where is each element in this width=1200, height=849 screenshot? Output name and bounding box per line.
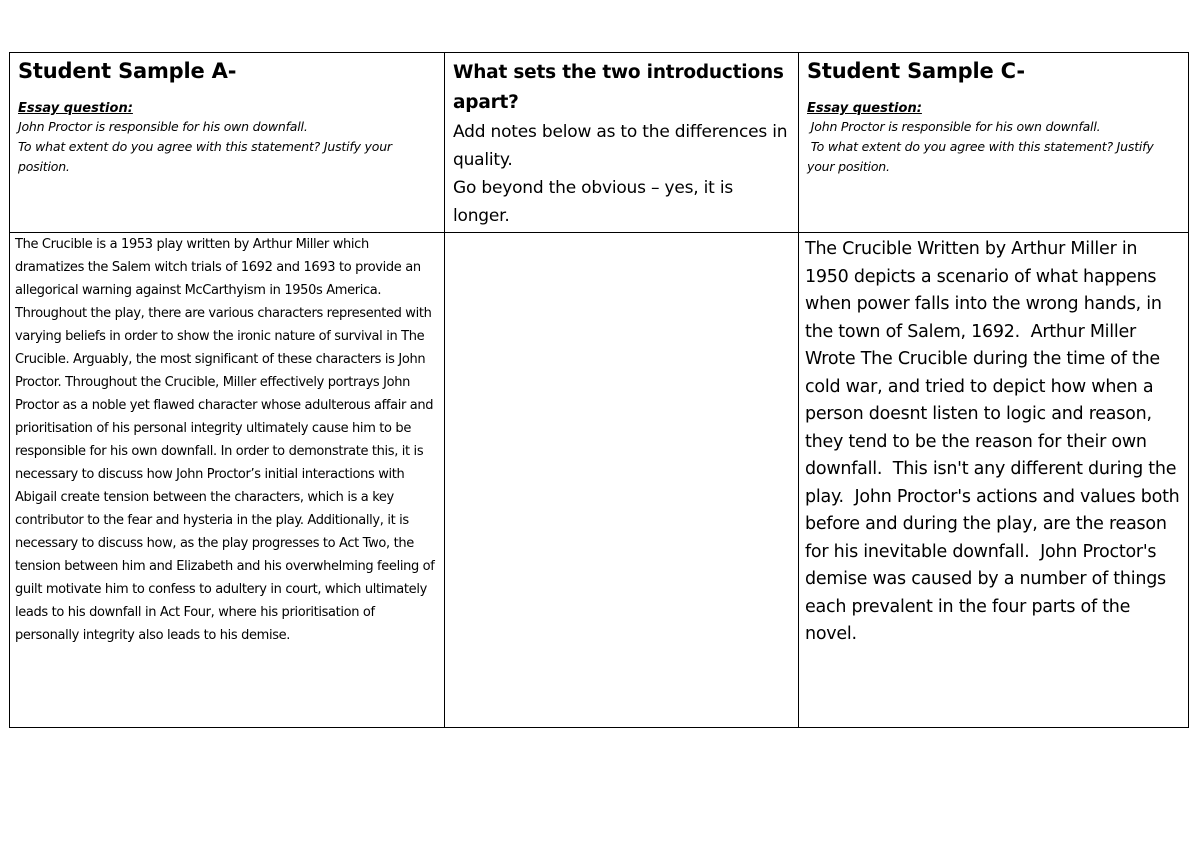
- comparison-table: [9, 52, 1189, 728]
- sample-a-essay-line2: To what extent do you agree with this statement? Justify your position.: [18, 139, 392, 174]
- sample-c-essay-label: Essay question:: [807, 101, 922, 116]
- sample-a-essay-label: Essay question:: [18, 101, 133, 116]
- comparison-notes-line1: Add notes below as to the differences in quality.: [453, 122, 788, 170]
- header-cell-sample-c: [799, 53, 1189, 233]
- sample-c-introduction: The Crucible Written by Arthur Miller in 1950 depicts a scenario of what happens when power falls into the wrong hands, in the town of Salem, 1692. Arthur Miller Wrote The Crucible during the time of the cold war, and tried to depict how when a person doesnt listen to logic and reason, they tend to be the reason for their own downfall. This isn't any different during the play. John Proctor's actions and values both before and during the play, are the reason for his inevitable downfall. John Proctor's demise was caused by a number of things each prevalent in the four parts of the novel.: [805, 239, 1185, 644]
- body-cell-sample-c: [799, 233, 1189, 728]
- body-row: [10, 233, 1189, 728]
- comparison-notes-line2: Go beyond the obvious – yes, it is longer.: [453, 178, 734, 226]
- sample-a-introduction: The Crucible is a 1953 play written by Arthur Miller which dramatizes the Salem witch trials of 1692 and 1693 to provide an allegorical warning against McCarthyism in 1950s America. Throughout the play, there are various characters represented with varying beliefs in order to show the ironic nature of survival in The Crucible. Arguably, the most significant of these characters is John Proctor. Throughout the Crucible, Miller effectively portrays John Proctor as a noble yet flawed character whose adulterous affair and prioritisation of his personal integrity ultimately cause him to be responsible for his own downfall. In order to demonstrate this, it is necessary to discuss how John Proctor’s initial interactions with Abigail create tension between the characters, which is a key contributor to the fear and hysteria in the play. Additionally, it is necessary to discuss how, as the play progresses to Act Two, the tension between him and Elizabeth and his overwhelming feeling of guilt motivate him to confess to adultery in court, which ultimately leads to his downfall in Act Four, where his prioritisation of personally integrity also leads to his demise.: [15, 237, 435, 643]
- header-row: [10, 53, 1189, 233]
- body-cell-comparison-notes[interactable]: [445, 233, 799, 728]
- header-cell-sample-a: [10, 53, 445, 233]
- sample-c-essay-line1: John Proctor is responsible for his own downfall.: [807, 119, 1101, 134]
- sample-c-title: Student Sample C-: [807, 59, 1025, 83]
- comparison-question: What sets the two introductions apart?: [453, 62, 784, 113]
- header-cell-comparison: [445, 53, 799, 233]
- body-cell-sample-a: [10, 233, 445, 728]
- sample-a-essay-line1: John Proctor is responsible for his own downfall.: [18, 119, 308, 134]
- sample-a-title: Student Sample A-: [18, 59, 237, 83]
- sample-c-essay-line2: To what extent do you agree with this statement? Justify your position.: [807, 139, 1158, 174]
